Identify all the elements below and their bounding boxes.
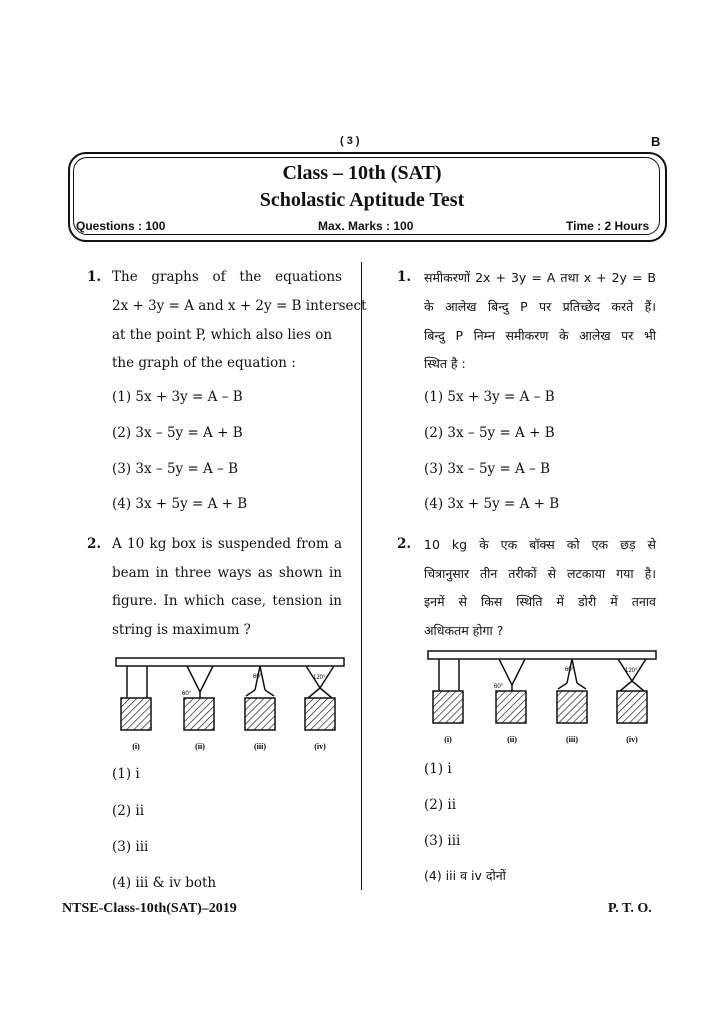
column-divider xyxy=(361,262,362,890)
q2-option-en: (3) iii xyxy=(112,839,149,855)
q1-line-hi: के आलेख बिन्दु P पर प्रतिच्छेद करते हैं। xyxy=(424,299,656,314)
info-questions: Questions : 100 xyxy=(76,219,166,233)
q2-line-en: A 10 kg box is suspended from a xyxy=(112,536,342,552)
q1-line-en: at the point P, which also lies on xyxy=(112,327,333,343)
q2-option-en: (4) iii & iv both xyxy=(112,875,217,891)
figure-label-iv: (iv) xyxy=(626,735,638,744)
q2-line-hi: इनमें से किस स्थिति में डोरी में तनाव xyxy=(424,594,656,609)
q1-line-hi: समीकरणों 2x + 3y = A तथा x + 2y = B xyxy=(424,270,656,285)
footer-pto: P. T. O. xyxy=(608,901,652,916)
set-code: B xyxy=(651,134,661,149)
tension-figure-hi xyxy=(424,645,660,749)
q2-option-hi: (4) iii व iv दोनों xyxy=(424,868,506,883)
q2-line-en: figure. In which case, tension in xyxy=(112,593,342,609)
q1-option-en: (2) 3x – 5y = A + B xyxy=(112,425,243,441)
box-iii xyxy=(245,698,275,730)
box-i xyxy=(433,691,463,723)
q2-option-hi: (1) i xyxy=(424,761,452,777)
angle-label-ii: 60° xyxy=(182,691,192,697)
angle-label-iii: 60° xyxy=(253,674,263,680)
q2-number-en: 2. xyxy=(87,536,102,552)
box-ii xyxy=(496,691,526,723)
q2-line-hi: अधिकतम होगा ? xyxy=(424,623,504,638)
q1-option-en: (4) 3x + 5y = A + B xyxy=(112,496,248,512)
angle-label-iv: 120° xyxy=(313,675,326,681)
angle-label-ii: 60° xyxy=(494,684,504,690)
figure-label-iii: (iii) xyxy=(254,742,266,751)
q2-line-en: string is maximum ? xyxy=(112,622,251,638)
tension-figure-en xyxy=(112,652,348,756)
q2-option-en: (1) i xyxy=(112,766,140,782)
footer-exam-code: NTSE-Class-10th(SAT)–2019 xyxy=(62,901,237,916)
q1-line-en: the graph of the equation : xyxy=(112,355,296,371)
box-iii xyxy=(557,691,587,723)
q2-option-hi: (2) ii xyxy=(424,797,457,813)
box-ii xyxy=(184,698,214,730)
q1-option-en: (3) 3x – 5y = A – B xyxy=(112,461,239,477)
q1-line-en: The graphs of the equations xyxy=(112,269,342,285)
beam xyxy=(428,651,656,659)
box-iv xyxy=(617,691,647,723)
info-max-marks: Max. Marks : 100 xyxy=(318,219,414,233)
figure-label-i: (i) xyxy=(444,735,452,744)
q2-line-hi: 10 kg के एक बॉक्स को एक छड़ से xyxy=(424,537,656,552)
info-time: Time : 2 Hours xyxy=(566,219,650,233)
q1-option-hi: (4) 3x + 5y = A + B xyxy=(424,496,560,512)
box-iv xyxy=(305,698,335,730)
page-number: ( 3 ) xyxy=(340,135,360,147)
q2-number-hi: 2. xyxy=(397,536,412,552)
q1-line-hi: स्थित है : xyxy=(424,356,466,371)
q1-number-hi: 1. xyxy=(397,269,412,285)
box-i xyxy=(121,698,151,730)
q1-number-en: 1. xyxy=(87,269,102,285)
q2-line-hi: चित्रानुसार तीन तरीकों से लटकाया गया है। xyxy=(424,566,656,581)
title-test: Scholastic Aptitude Test xyxy=(259,189,465,211)
angle-label-iv: 120° xyxy=(625,668,638,674)
beam xyxy=(116,658,344,666)
q1-option-hi: (2) 3x – 5y = A + B xyxy=(424,425,555,441)
figure-label-ii: (ii) xyxy=(195,742,205,751)
figure-label-iii: (iii) xyxy=(566,735,578,744)
q1-option-hi: (3) 3x – 5y = A – B xyxy=(424,461,551,477)
q2-line-en: beam in three ways as shown in xyxy=(112,565,342,581)
figure-label-i: (i) xyxy=(132,742,140,751)
angle-label-iii: 60° xyxy=(565,667,575,673)
title-class: Class – 10th (SAT) xyxy=(282,162,442,184)
q1-option-hi: (1) 5x + 3y = A – B xyxy=(424,389,555,405)
figure-label-iv: (iv) xyxy=(314,742,326,751)
q1-option-en: (1) 5x + 3y = A – B xyxy=(112,389,243,405)
q2-option-hi: (3) iii xyxy=(424,833,461,849)
figure-label-ii: (ii) xyxy=(507,735,517,744)
q2-option-en: (2) ii xyxy=(112,803,145,819)
q1-line-en: 2x + 3y = A and x + 2y = B intersect xyxy=(112,298,367,314)
q1-line-hi: बिन्दु P निम्न समीकरण के आलेख पर भी xyxy=(424,328,656,343)
